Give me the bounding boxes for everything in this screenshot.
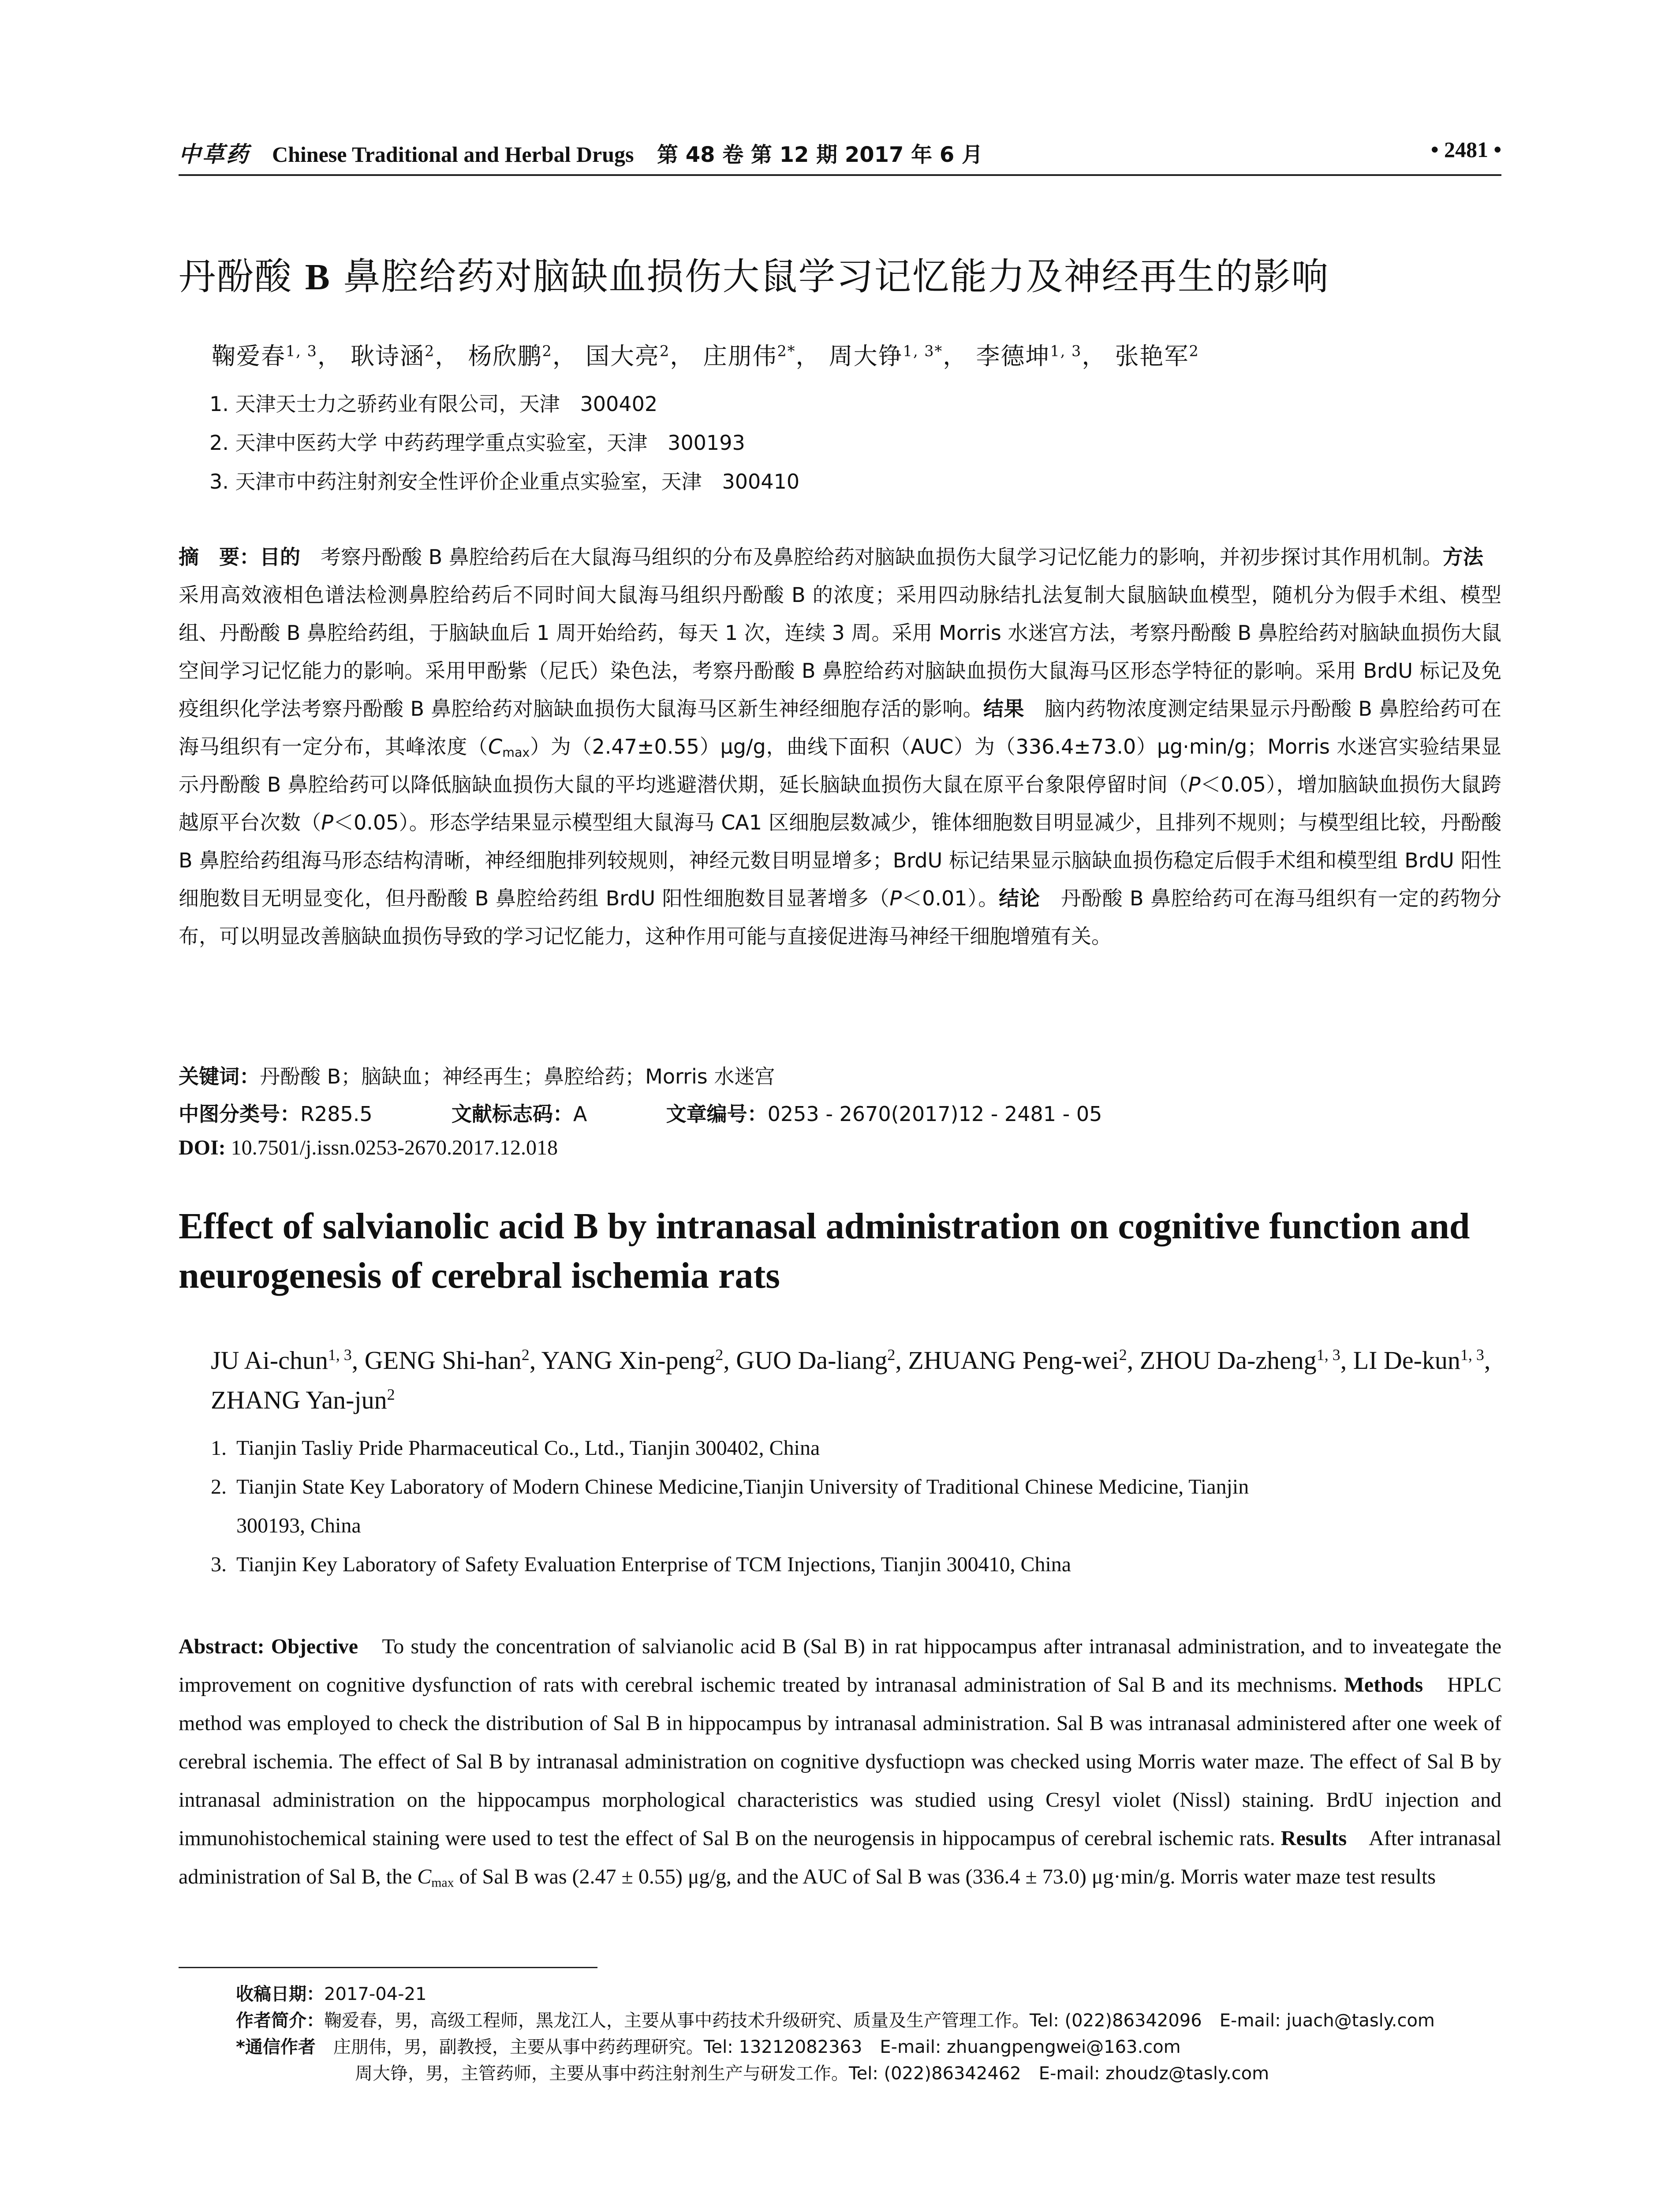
author: 耿诗涵$^2$ (351, 342, 435, 370)
clc-number: R285.5 (300, 1102, 373, 1126)
corresponding-author-1: *通信作者 庄朋伟，男，副教授，主要从事中药药理研究。Tel: 13212082363 E-mail: zhuangpengwei@163.com (236, 2037, 1181, 2057)
journal-logo: 中草药 (179, 141, 250, 167)
author: 庄朋伟$^{2*}$ (703, 342, 796, 370)
doi-link[interactable]: 10.7501/j.issn.0253-2670.2017.12.018 (225, 1136, 558, 1159)
author: 李德坤$^{1, 3}$ (976, 342, 1082, 370)
english-affiliation-1: 1. Tianjin Tasliy Pride Pharmaceutical Co., Ltd., Tianjin 300402, China (211, 1436, 820, 1460)
keywords: 丹酚酸 B；脑缺血；神经再生；鼻腔给药；Morris 水迷宫 (260, 1065, 775, 1088)
results-label: 结果 (983, 697, 1024, 721)
author: YANG Xin-peng$^2$ (541, 1346, 724, 1375)
chinese-title-part1: 丹酚酸 (179, 255, 305, 298)
issue-info: 第 48 卷 第 12 期 2017 年 6 月 (657, 142, 983, 167)
methods-label: 方法 (1442, 545, 1483, 569)
english-affiliation-2: 2. Tianjin State Key Laboratory of Modern Chinese Medicine,Tianjin University of Traditional Chinese Medicine, Tianjin 300193, China (211, 1475, 1249, 1537)
chinese-abstract: 摘 要：目的 考察丹酚酸 B 鼻腔给药后在大鼠海马组织的分布及鼻腔给药对脑缺血损伤大鼠学习记忆能力的影响，并初步探讨其作用机制。方法 采用高效液相色谱法检测鼻腔给药后不同时间大鼠海马组织丹酚酸 B 的浓度；采用四动脉结扎法复制大鼠脑缺血模型，随机分为假手术组、模型组、丹酚酸 B 鼻腔给药组，于脑缺血后 1 周开始给药，每天 1 次，连续 3 周。采用 Morris 水迷宫方法，考察丹酚酸 B 鼻腔给药对脑缺血损伤大鼠空间学习记忆能力的影响。采用甲酚紫（尼氏）染色法，考察丹酚酸 B 鼻腔给药对脑缺血损伤大鼠海马区形态学特征的影响。采用 BrdU 标记及免疫组织化学法考察丹酚酸 B 鼻腔给药对脑缺血损伤大鼠海马区新生神经细胞存活的影响。结果 脑内药物浓度测定结果显示丹酚酸 B 鼻腔给药可在海马组织有一定分布，其峰浓度$(C_{max})$为（2.47±0.55）μg/g，曲线下面积（AUC）为（336.4±73.0）μg·min/g；Morris 水迷宫实验结果显示丹酚酸 B 鼻腔给药可以降低脑缺血损伤大鼠的平均逃避潜伏期，延长脑缺血损伤大鼠在原平台象限停留时间（P＜0.05），增加脑缺血损伤大鼠跨越原平台次数（P＜0.05）。形态学结果显示模型组大鼠海马 CA1 区细胞层数减少，锥体细胞数目明显减少，且排列不规则；与模型组比较，丹酚酸 B 鼻腔给药组海马形态结构清晰，神经细胞排列较规则，神经元数目明显增多；BrdU 标记结果显示脑缺血损伤稳定后假手术组和模型组 BrdU 阳性细胞数目无明显变化，但丹酚酸 B 鼻腔给药组 BrdU 阳性细胞数目显著增多（P＜0.01）。结论 丹酚酸 B 鼻腔给药可在海马组织有一定的药物分布，可以明显改善脑缺血损伤导致的学习记忆能力，这种作用可能与直接促进海马神经干细胞增殖有关。 (179, 545, 1504, 948)
chinese-title-b: B (305, 257, 331, 298)
author: LI De-kun$^{1, 3}$ (1353, 1346, 1484, 1375)
methods-label: Methods (1344, 1673, 1423, 1697)
author: GENG Shi-han$^2$ (364, 1346, 530, 1375)
chinese-title-part2: 鼻腔给药对脑缺血损伤大鼠学习记忆能力及神经再生的影响 (330, 255, 1329, 298)
chinese-affiliation-1: 1. 天津天士力之骄药业有限公司，天津 300402 (209, 392, 658, 416)
author: JU Ai-chun$^{1, 3}$ (211, 1346, 352, 1375)
chinese-affiliation-3: 3. 天津市中药注射剂安全性评价企业重点实验室，天津 300410 (209, 470, 800, 493)
header-rule (179, 174, 1501, 176)
author: 杨欣鹏$^2$ (468, 342, 553, 370)
author: 国大亮$^2$ (585, 342, 670, 370)
doi-line: DOI: 10.7501/j.issn.0253-2670.2017.12.018 (179, 1136, 558, 1159)
author: ZHANG Yan-jun$^2$ (211, 1386, 395, 1414)
english-affiliation-3: 3. Tianjin Key Laboratory of Safety Evaluation Enterprise of TCM Injections, Tianjin 300410, China (211, 1553, 1071, 1576)
chinese-author-list: 鞠爱春$^{1, 3}$， 耿诗涵$^2$， 杨欣鹏$^2$， 国大亮$^2$， 庄朋伟$^{2*}$， 周大铮$^{1, 3*}$， 李德坤$^{1, 3}$， 张艳军$^2$ (212, 342, 1199, 370)
document-code: A (573, 1102, 587, 1126)
article-number: 0253 - 2670(2017)12 - 2481 - 05 (767, 1102, 1102, 1126)
chinese-title (179, 247, 1329, 300)
keywords-line: 关键词：丹酚酸 B；脑缺血；神经再生；鼻腔给药；Morris 水迷宫 (179, 1065, 775, 1088)
author: 鞠爱春$^{1, 3}$ (212, 342, 317, 370)
english-title: Effect of salvianolic acid B by intranasal administration on cognitive function and neurogenesis of cerebral ischemia rats (179, 1206, 1470, 1296)
classification-line: 中图分类号：R285.5 文献标志码：A 文章编号：0253 - 2670(2017)12 - 2481 - 05 (179, 1102, 1102, 1126)
conclusion-label: 结论 (999, 886, 1040, 910)
abstract-label: Abstract: Objective (179, 1635, 358, 1658)
page-number: • 2481 • (1430, 137, 1501, 162)
corresponding-author-2: 周大铮，男，主管药师，主要从事中药注射剂生产与研发工作。Tel: (022)86342462 E-mail: zhoudz@tasly.com (355, 2063, 1269, 2084)
author: GUO Da-liang$^2$ (736, 1346, 896, 1375)
english-abstract: Abstract: Objective To study the concentration of salvianolic acid B (Sal B) in rat hippocampus after intranasal administration, and to inveategate the improvement on cognitive dysfunction of rats with cerebral ischemic treated by intranasal administration of Sal B and its mechnisms. Methods HPLC method was employed to check the distribution of Sal B in hippocampus by intranasal administration. Sal B was intranasal administered after one week of cerebral ischemia. The effect of Sal B by intranasal administration on cognitive dysfuctiopn was checked using Morris water maze. The effect of Sal B by intranasal administration on the hippocampus morphological characteristics was studied using Cresyl violet (Nissl) staining. BrdU injection and immunohistochemical staining were used to test the effect of Sal B on the neurogensis in hippocampus of cerebral ischemic rats. Results After intranasal administration of Sal B, the $C_{max}$ of Sal B was (2.47 ± 0.55) μg/g, and the AUC of Sal B was (336.4 ± 73.0) μg·min/g. Morris water maze test results (179, 1635, 1502, 1890)
received-date: 收稿日期：2017-04-21 (236, 1984, 427, 2004)
running-header (179, 137, 1501, 172)
abstract-label: 摘 要： (179, 545, 260, 569)
author: ZHUANG Peng-wei$^2$ (908, 1346, 1127, 1375)
objective-label: 目的 (260, 545, 300, 569)
results-label: Results (1281, 1827, 1347, 1850)
chinese-affiliation-2: 2. 天津中医药大学 中药药理学重点实验室，天津 300193 (209, 431, 745, 455)
footnote-rule (179, 1967, 597, 1968)
author: 周大铮$^{1, 3*}$ (829, 342, 943, 370)
author: ZHOU Da-zheng$^{1, 3}$ (1139, 1346, 1340, 1375)
author-bio: 作者简介：鞠爱春，男，高级工程师，黑龙江人，主要从事中药技术升级研究、质量及生产管理工作。Tel: (022)86342096 E-mail: juach@tasly.com (236, 2011, 1435, 2031)
english-author-list: JU Ai-chun$^{1, 3}$, GENG Shi-han$^2$, YANG Xin-peng$^2$, GUO Da-liang$^2$, ZHUANG Peng-wei$^2$, ZHOU Da-zheng$^{1, 3}$, LI De-kun$^{1, 3}$, ZHANG Yan-jun$^2$ (211, 1346, 1491, 1414)
author: 张艳军$^2$ (1115, 342, 1199, 370)
journal-name: Chinese Traditional and Herbal Drugs (272, 142, 634, 167)
journal-info (179, 137, 983, 168)
